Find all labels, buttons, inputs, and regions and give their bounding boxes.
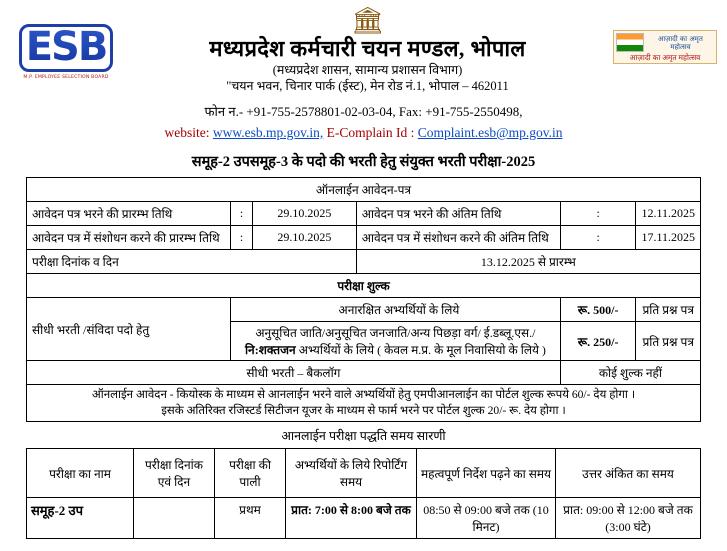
fee-category-general: अनारक्षित अभ्यर्थियों के लिये [231,298,561,322]
row-answer-time: प्रात: 09:00 से 12:00 बजे तक (3:00 घंटे) [556,498,701,539]
backlog-value: कोई शुल्क नहीं [560,361,700,385]
last-date-value: 12.11.2025 [636,202,701,226]
website-link[interactable]: www.esb.mp.gov.in, [212,125,324,140]
table-row [27,298,701,322]
portal-fee-note-line1: ऑनलाईन आवेदन - कियोस्क के माध्यम से आनलाईन भरने वाले अभ्यर्थियों हेतु एमपीआनलाईन का पोर्टल शुल्क रूपये 60/- देय होगा । [91,388,636,401]
fee-left-label: सीधी भरती /संविदा पदो हेतु [27,298,231,361]
fee-per-general: प्रति प्रश्न पत्र [636,298,701,322]
col-instruction-time: महत्वपूर्ण निर्देश पढ़ने का समय [417,449,556,498]
row-exam-date [134,498,215,539]
fee-amount-reserved: रू. 250/- [560,322,636,361]
esb-logo-subtitle: M.P. EMPLOYEE SELECTION BOARD [23,75,109,80]
table-row [27,250,701,274]
colon: : [560,202,636,226]
row-instruction-time: 08:50 से 09:00 बजे तक (10 मिनट) [417,498,556,539]
edit-last-date-label: आवेदन पत्र में संशोधन करने की अंतिम तिथि [356,226,560,250]
contact-phone-line: फोन न.- +91-755-2578801-02-03-04, Fax: +91-755-2550498, [204,104,523,119]
azadi-amrit-mahotsav-logo [613,6,717,64]
portal-fee-note [27,385,701,422]
portal-fee-note-line2: इसके अतिरिक्त रजिस्टर्ड सिटीजन यूजर के माध्यम से फार्म भरने पर पोर्टल शुल्क 20/- रू. देय होगा । [161,404,566,417]
fee-per-reserved: प्रति प्रश्न पत्र [636,322,701,361]
col-exam-name: परीक्षा का नाम [27,449,134,498]
fee-heading: परीक्षा शुल्क [27,274,701,298]
organization-title: मध्यप्रदेश कर्मचारी चयन मण्डल, भोपाल [209,36,526,61]
table-row [27,498,701,539]
col-shift: परीक्षा की पाली [215,449,286,498]
contact-web-line [10,123,717,143]
col-exam-date: परीक्षा दिनांक एवं दिन [134,449,215,498]
azadi-logo-mark: आज़ादी का अमृत महोत्सव [658,34,703,51]
colon: : [560,226,636,250]
last-date-label: आवेदन पत्र भरने की अंतिम तिथि [356,202,560,226]
col-answer-time: उत्तर अंकित का समय [556,449,701,498]
fee-category-reserved [231,322,561,361]
row-shift: प्रथम [215,498,286,539]
start-date-value: 29.10.2025 [253,202,357,226]
online-form-heading: ऑनलाईन आवेदन-पत्र [27,178,701,202]
row-exam-name: समूह-2 उप [27,498,134,539]
table-row [27,274,701,298]
start-date-label: आवेदन पत्र भरने की प्रारम्भ तिथि [27,202,231,226]
edit-last-date-value: 17.11.2025 [636,226,701,250]
schedule-title: आनलाईन परीक्षा पद्धति समय सारणी [281,429,446,443]
header-center [122,6,613,94]
azadi-logo-text: आज़ादी का अमृत महोत्सव [629,53,701,62]
esb-logo [10,6,122,80]
organization-department: (मध्यप्रदेश शासन, सामान्य प्रशासन विभाग) [272,63,463,77]
email-label: E-Complain Id : [326,125,415,140]
table-row [27,202,701,226]
table-row [27,226,701,250]
fee-category-reserved-line2: नि:शक्तजन अभ्यर्थियों के लिये ( केवल म.प्र. के मूल निवासियो के लिये ) [244,343,546,357]
exam-date-value: 13.12.2025 से प्रारम्भ [356,250,700,274]
application-details-table [26,177,701,422]
backlog-label: सीधी भरती – बैकलॉग [27,361,561,385]
table-header-row [27,449,701,498]
email-link[interactable]: Complaint.esb@mp.gov.in [417,125,563,140]
page-title: समूह-2 उपसमूह-3 के पदो की भरती हेतु संयुक्त भरती परीक्षा-2025 [191,154,536,170]
fee-category-reserved-line1: अनुसूचित जाति/अनुसूचित जनजाति/अन्य पिछड़ा वर्ग/ ई.डब्लू.एस./ [255,326,536,340]
website-label: website: [164,125,210,140]
colon: : [231,202,253,226]
exam-schedule-table [26,448,701,539]
esb-logo-text: ESB [19,24,114,72]
colon: : [231,226,253,250]
edit-start-date-label: आवेदन पत्र में संशोधन करने की प्रारम्भ तिथि [27,226,231,250]
document-header [10,6,717,98]
mp-government-emblem-icon: 🏛 [350,6,384,35]
row-reporting-time: प्रात: 7:00 से 8:00 बजे तक [286,498,417,539]
col-reporting-time: अभ्यर्थियों के लिये रिपोर्टिंग समय [286,449,417,498]
organization-address: "चयन भवन, चिनार पार्क (ईस्ट), मेन रोड नं.1, भोपाल – 462011 [226,79,509,93]
indian-flag-icon [616,33,644,52]
exam-date-label: परीक्षा दिनांक व दिन [27,250,357,274]
table-row [27,385,701,422]
table-row [27,178,701,202]
fee-amount-general: रू. 500/- [560,298,636,322]
table-row [27,361,701,385]
edit-start-date-value: 29.10.2025 [253,226,357,250]
